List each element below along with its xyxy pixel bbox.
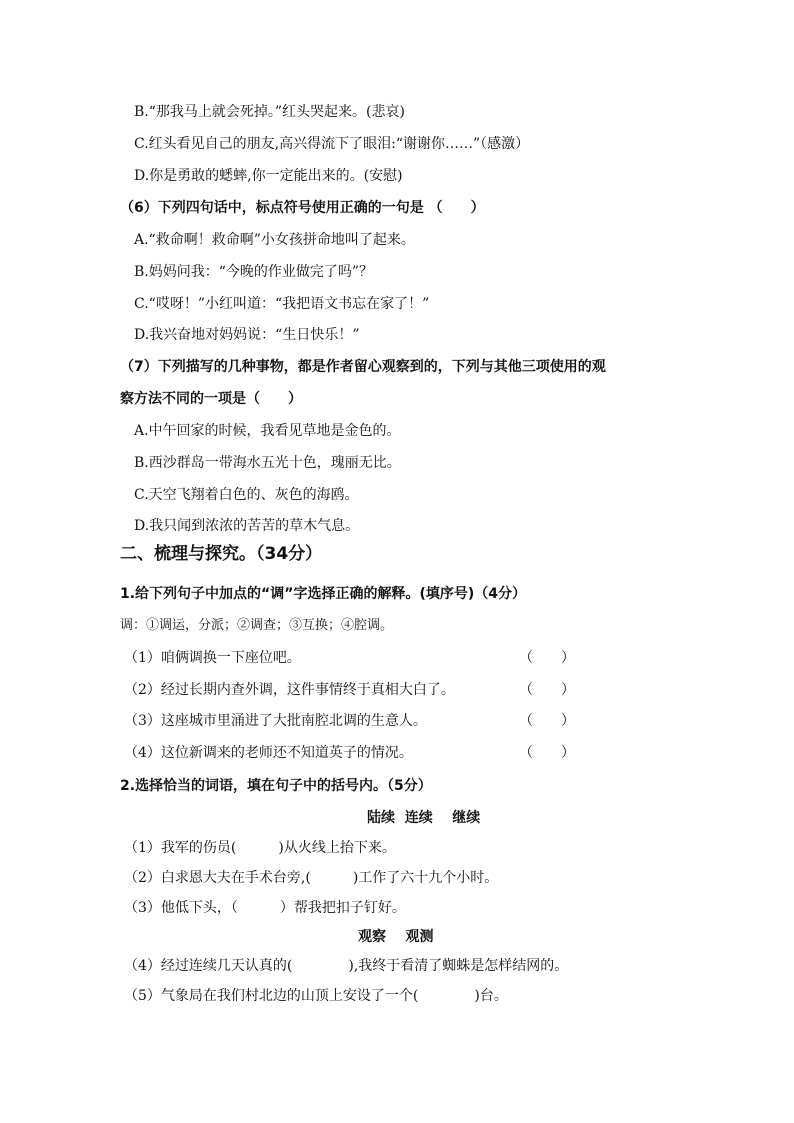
q7-option-d: D.我只闻到浓浓的苦苦的草木气息。 bbox=[134, 518, 360, 534]
q5-option-c: C.红头看见自己的朋友,高兴得流下了眼泪:“谢谢你……”（感激） bbox=[134, 136, 530, 152]
s2q1-item-1: （1）咱俩调换一下座位吧。 bbox=[124, 650, 301, 666]
s2q2-item-5: （5）气象局在我们村北边的山顶上安设了一个( )台。 bbox=[124, 988, 508, 1004]
q7-stem-line1: （7）下列描写的几种事物，都是作者留心观察到的，下列与其他三项使用的观 bbox=[120, 359, 606, 375]
s2q1-answer-4[interactable]: （ ） bbox=[519, 745, 575, 761]
q5-option-d: D.你是勇敢的蟋蟀,你一定能出来的。(安慰) bbox=[134, 168, 403, 184]
s2q1-answer-3[interactable]: （ ） bbox=[519, 713, 575, 729]
q7-stem-line2: 察方法不同的一项是（ ） bbox=[120, 391, 302, 407]
s2q2-item-4: （4）经过连续几天认真的( ),我终于看清了蜘蛛是怎样结网的。 bbox=[124, 958, 569, 974]
q6-option-a: A.“救命啊！救命啊”小女孩拼命地叫了起来。 bbox=[134, 232, 415, 248]
s2q1-answer-1[interactable]: （ ） bbox=[519, 650, 575, 666]
q6-stem: （6）下列四句话中，标点符号使用正确的一句是 （ ） bbox=[120, 200, 485, 216]
s2q1-meanings: 调：①调运，分派；②调查；③互换；④腔调。 bbox=[120, 618, 394, 633]
q6-option-b: B.妈妈问我：“今晚的作业做完了吗”？ bbox=[134, 264, 374, 280]
s2q1-stem: 1.给下列句子中加点的“调”字选择正确的解释。(填序号)（4分） bbox=[120, 586, 526, 602]
s2q2-item-2: （2）白求恩大夫在手术台旁,( )工作了六十九个小时。 bbox=[124, 870, 499, 886]
q6-option-d: D.我兴奋地对妈妈说：“生日快乐！” bbox=[134, 327, 360, 343]
s2q2-item-1: （1）我军的伤员( )从火线上抬下来。 bbox=[124, 840, 396, 856]
s2q1-item-2: （2）经过长期内查外调，这件事情终于真相大白了。 bbox=[124, 682, 455, 698]
s2q1-answer-2[interactable]: （ ） bbox=[519, 682, 575, 698]
q7-option-a: A.中午回家的时候，我看见草地是金色的。 bbox=[134, 423, 401, 439]
s2q2-word-bank-a: 陆续 连续 继续 bbox=[367, 810, 481, 826]
s2q2-item-3: （3）他低下头，（ ）帮我把扣子钉好。 bbox=[124, 900, 406, 916]
s2q1-item-3: （3）这座城市里涌进了大批南腔北调的生意人。 bbox=[124, 713, 427, 729]
s2q2-stem: 2.选择恰当的词语，填在句子中的括号内。（5分） bbox=[120, 778, 432, 794]
q7-option-b: B.西沙群岛一带海水五光十色，瑰丽无比。 bbox=[134, 455, 401, 471]
s2q2-word-bank-b: 观察 观测 bbox=[358, 929, 434, 945]
q7-option-c: C.天空飞翔着白色的、灰色的海鸥。 bbox=[134, 487, 359, 503]
q6-option-c: C.“哎呀！”小红叫道：“我把语文书忘在家了！” bbox=[134, 296, 430, 312]
section2-title: 二、梳理与探究。（34分） bbox=[120, 544, 323, 564]
s2q1-item-4: （4）这位新调来的老师还不知道英子的情况。 bbox=[124, 745, 413, 761]
q5-option-b: B.“那我马上就会死掉。”红头哭起来。(悲哀) bbox=[134, 104, 405, 120]
